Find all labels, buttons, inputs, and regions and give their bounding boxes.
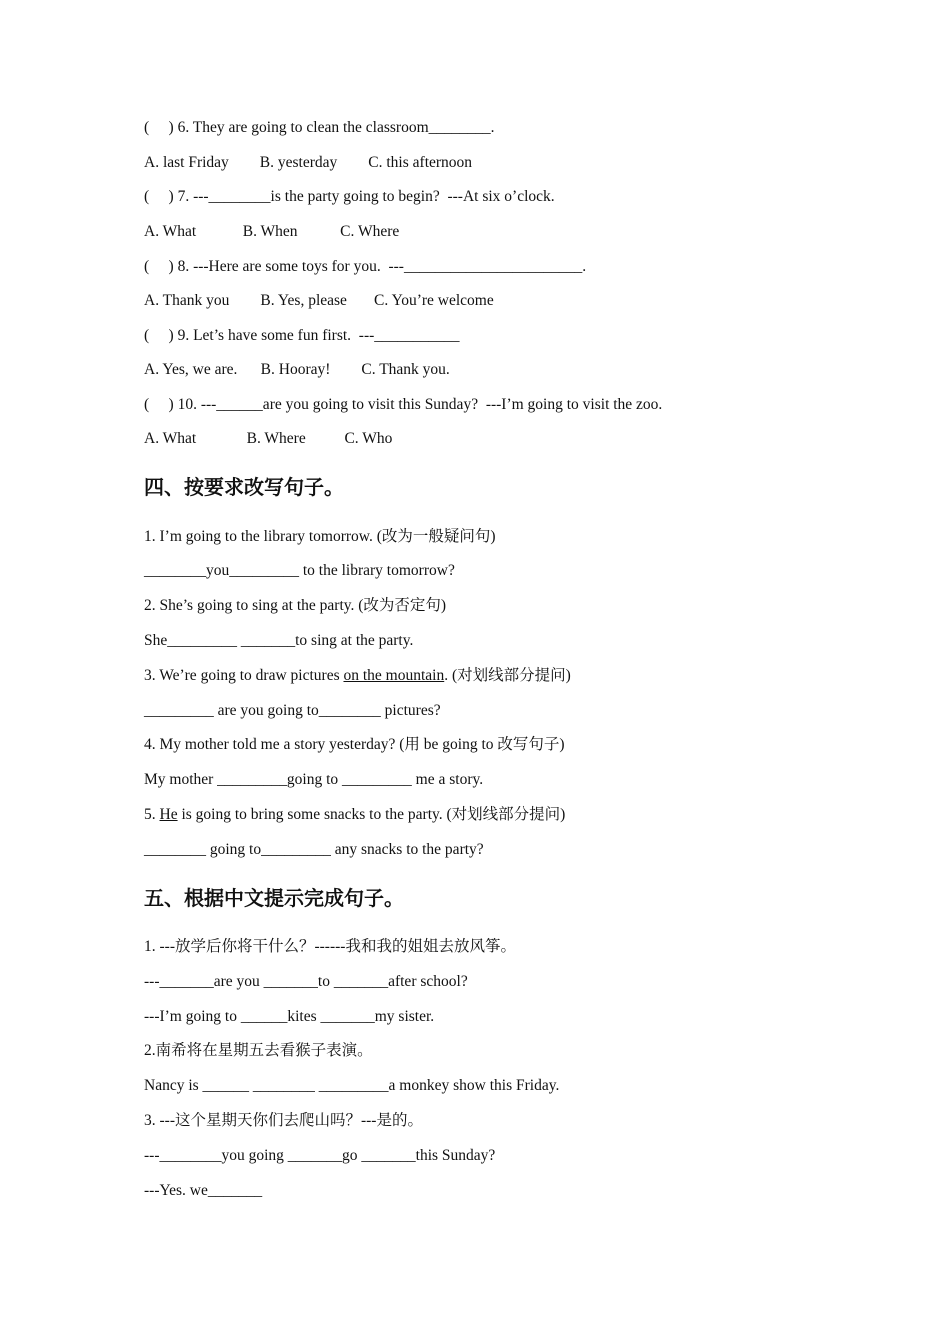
s4-question: 4. My mother told me a story yesterday? (用 be going to 改写句子) — [144, 736, 565, 753]
q7-options: A. What B. When C. Where — [144, 223, 400, 240]
s5-answer: ________ going to_________ any snacks to the party? — [144, 841, 484, 858]
s3-question-post: . (对划线部分提问) — [444, 667, 571, 684]
s2-question: 2. She’s going to sing at the party. (改为否定句) — [144, 597, 447, 614]
c3-prompt: 3. ---这个星期天你们去爬山吗？---是的。 — [144, 1112, 423, 1129]
s3-question-pre: 3. We’re going to draw pictures — [144, 667, 344, 684]
section4-title: 四、按要求改写句子。 — [144, 475, 344, 499]
q6-options: A. last Friday B. yesterday C. this afternoon — [144, 154, 473, 171]
s2-answer: She_________ _______to sing at the party. — [144, 632, 414, 649]
s3-answer: _________ are you going to________ pictures? — [144, 702, 441, 719]
section5-title: 五、根据中文提示完成句子。 — [144, 886, 404, 910]
c1-prompt: 1. ---放学后你将干什么？------我和我的姐姐去放风筝。 — [144, 938, 516, 955]
s5-question — [144, 805, 565, 825]
s4-answer: My mother _________going to _________ me a story. — [144, 771, 484, 788]
c3-answer-2: ---Yes. we_______ — [144, 1182, 263, 1199]
s5-question-pre: 5. — [144, 806, 160, 823]
s3-question — [144, 666, 571, 686]
q7-stem: ( ) 7. ---________is the party going to begin? ---At six o’clock. — [144, 188, 555, 205]
s1-answer: ________you_________ to the library tomorrow? — [144, 562, 455, 579]
s1-question: 1. I’m going to the library tomorrow. (改为一般疑问句) — [144, 528, 496, 545]
q10-options: A. What B. Where C. Who — [144, 430, 393, 447]
s5-question-post: is going to bring some snacks to the party. (对划线部分提问) — [177, 806, 566, 823]
c2-prompt: 2.南希将在星期五去看猴子表演。 — [144, 1042, 373, 1059]
q8-options: A. Thank you B. Yes, please C. You’re welcome — [144, 292, 494, 309]
c1-answer-2: ---I’m going to ______kites _______my sister. — [144, 1008, 435, 1025]
c2-answer: Nancy is ______ ________ _________a monkey show this Friday. — [144, 1077, 560, 1094]
s5-underlined: He — [159, 806, 178, 823]
q6-stem: ( ) 6. They are going to clean the classroom________. — [144, 119, 495, 136]
s3-underlined: on the mountain — [343, 667, 445, 684]
q8-stem: ( ) 8. ---Here are some toys for you. ---_______________________. — [144, 258, 587, 275]
c3-answer-1: ---________you going _______go _______this Sunday? — [144, 1147, 496, 1164]
c1-answer-1: ---_______are you _______to _______after school? — [144, 973, 468, 990]
q9-stem: ( ) 9. Let’s have some fun first. ---___________ — [144, 327, 460, 344]
q9-options: A. Yes, we are. B. Hooray! C. Thank you. — [144, 361, 450, 378]
q10-stem: ( ) 10. ---______are you going to visit this Sunday? ---I’m going to visit the zoo. — [144, 396, 663, 413]
